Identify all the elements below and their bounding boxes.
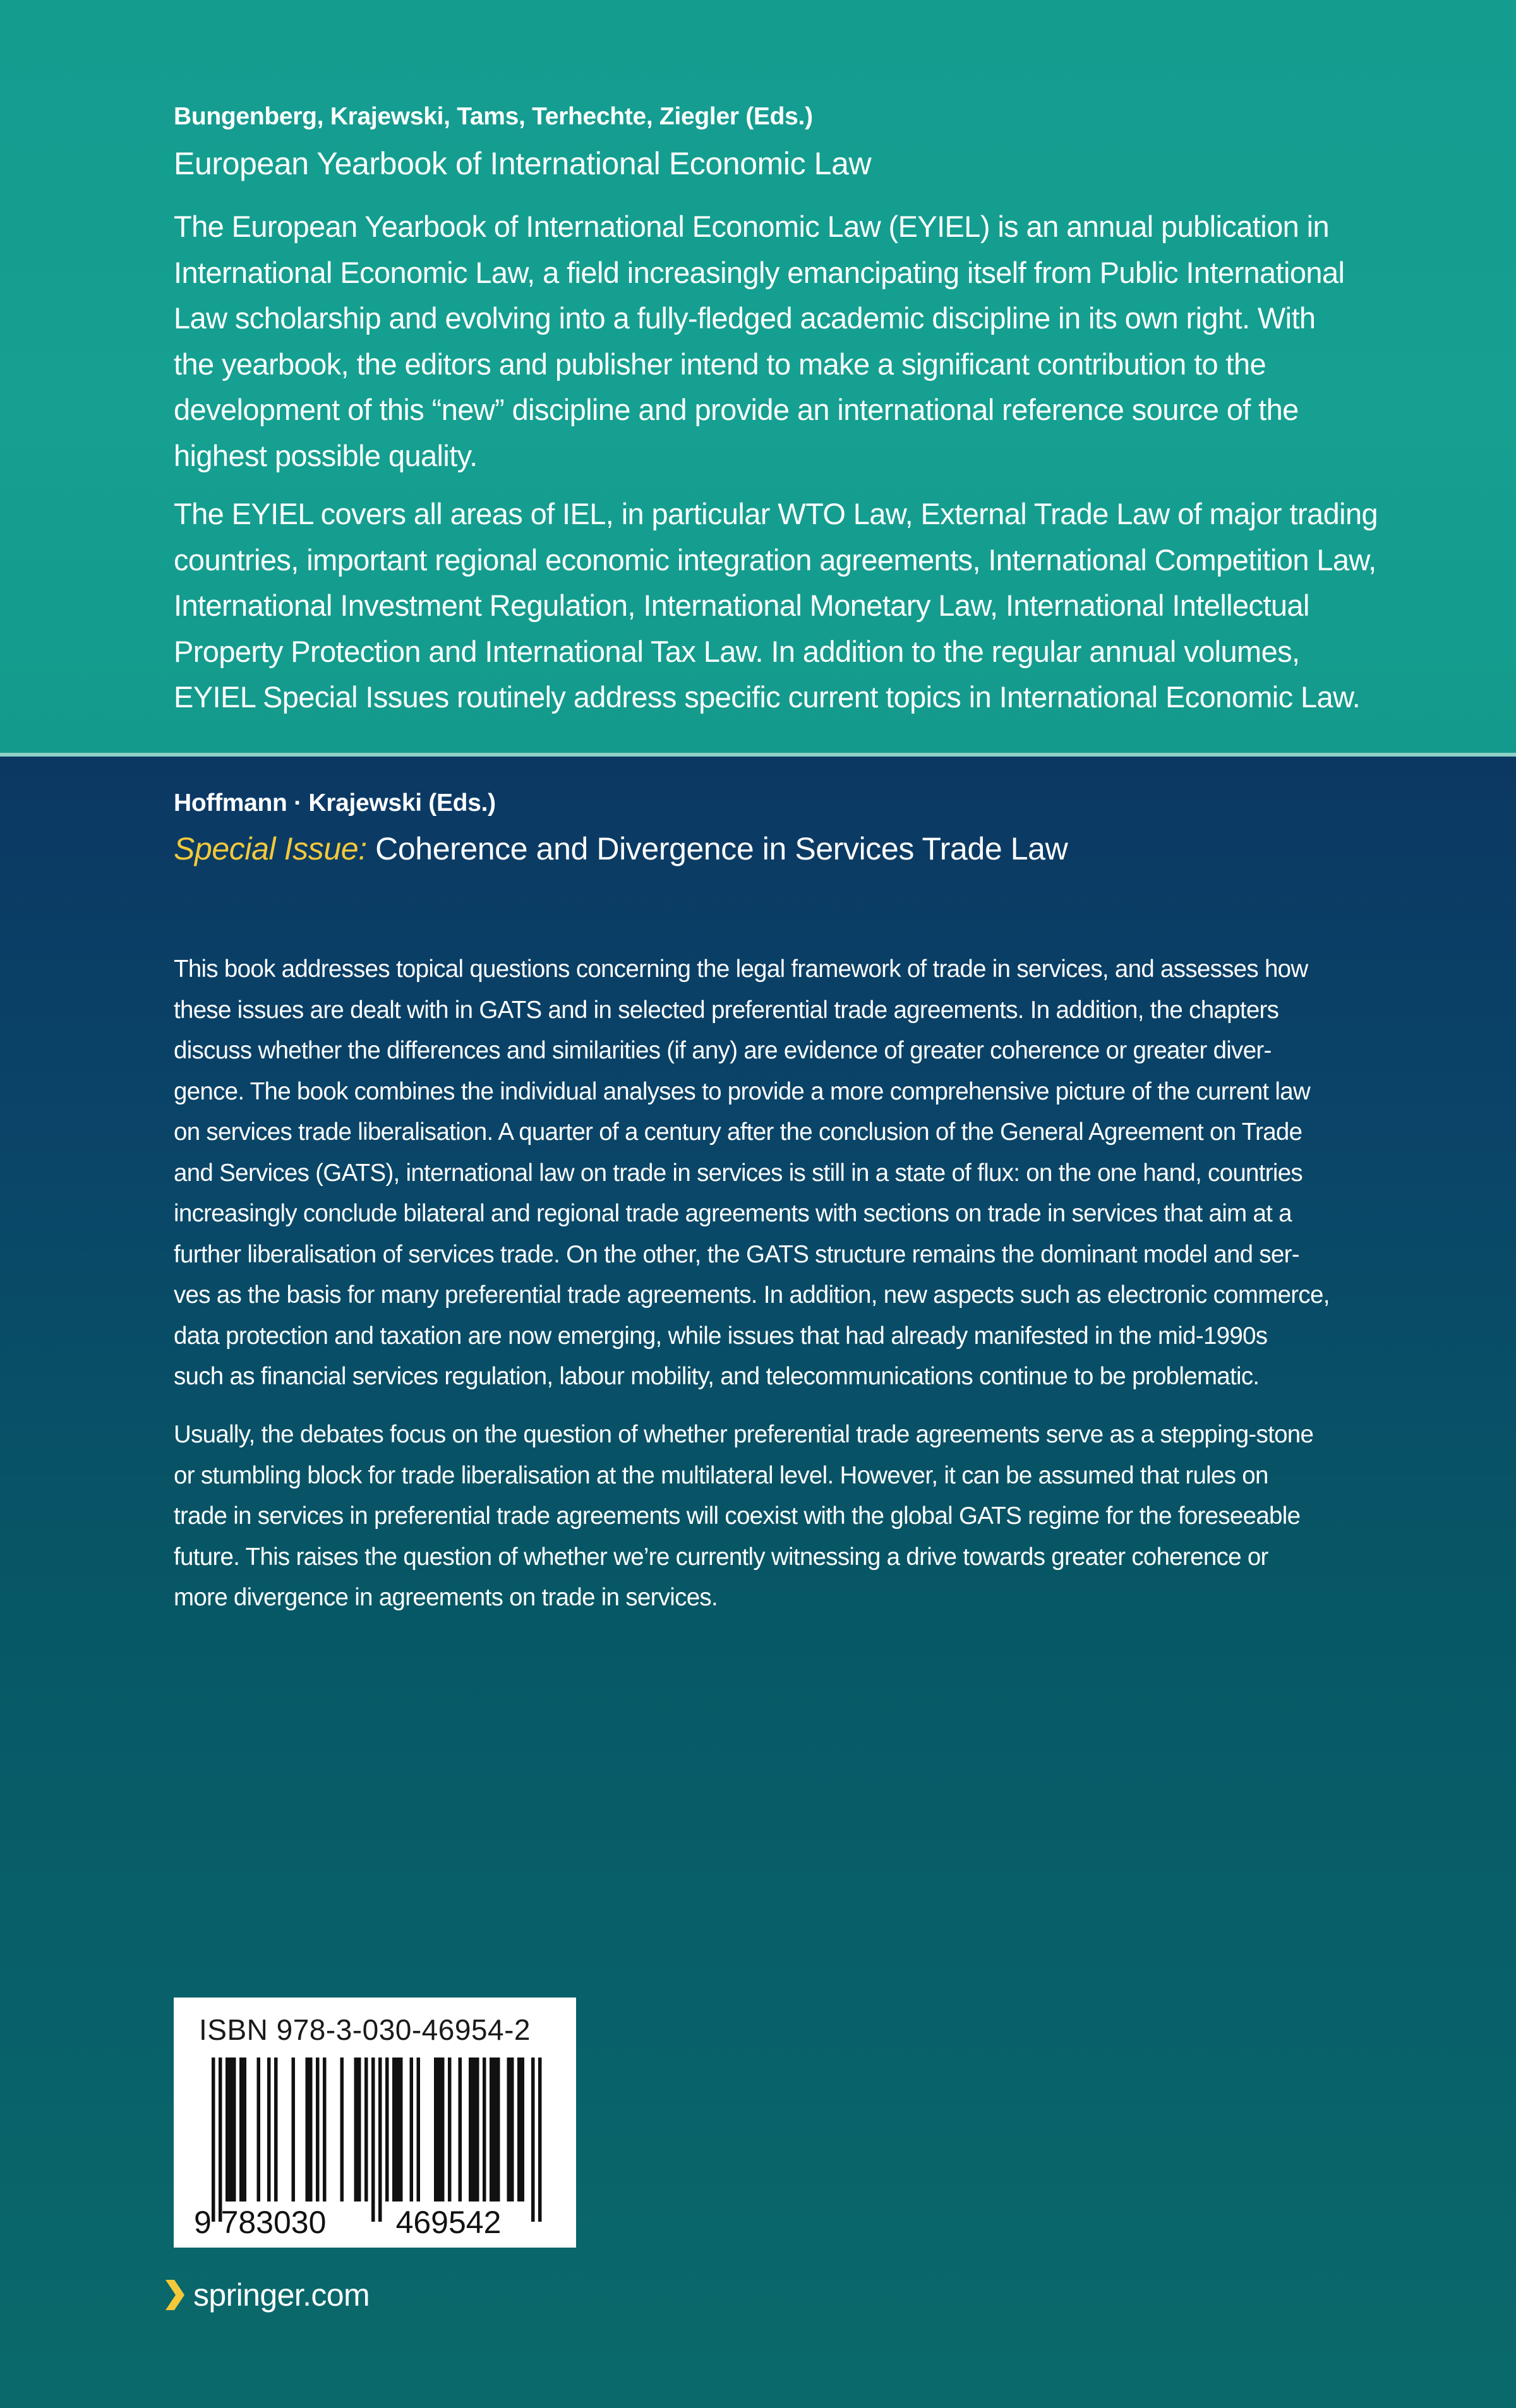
barcode-bar <box>417 2058 421 2201</box>
text-line: Property Protection and International Tax Law. In addition to the regular annual volumes, <box>174 634 1300 668</box>
barcode-bar <box>483 2058 486 2201</box>
barcode-bar <box>472 2058 476 2201</box>
volume-title <box>174 830 1068 867</box>
text-line: and Services (GATS), international law on trade in services is still in a state of flux: on the one hand, countries <box>174 1159 1302 1187</box>
barcode-bar <box>476 2058 479 2201</box>
barcode-bar <box>410 2058 414 2201</box>
series-coverage <box>174 491 1443 721</box>
text-line: gence. The book combines the individual analyses to provide a more comprehensive picture of the current law <box>174 1077 1311 1105</box>
text-line: more divergence in agreements on trade in services. <box>174 1584 718 1611</box>
text-line: discuss whether the differences and similarities (if any) are evidence of greater coherence or greater diver- <box>174 1037 1272 1064</box>
barcode-bar <box>364 2058 368 2201</box>
barcode-bar <box>396 2058 400 2201</box>
barcode-bar <box>538 2058 542 2222</box>
barcode-bar <box>219 2058 222 2222</box>
barcode-bar <box>521 2058 525 2201</box>
barcode-digits-left: 783030 <box>220 2205 327 2240</box>
barcode-bar <box>496 2058 500 2201</box>
barcode-bar <box>229 2058 233 2201</box>
barcode-bar <box>306 2058 310 2201</box>
volume-title-text: Coherence and Divergence in Services Trade Law <box>366 831 1068 866</box>
text-line: data protection and taxation are now emerging, while issues that had already manifested in the mid-1990s <box>174 1322 1268 1350</box>
barcode-bar <box>232 2058 236 2201</box>
barcode-bar <box>239 2058 243 2201</box>
barcode-bar <box>226 2058 229 2201</box>
barcode-bar <box>392 2058 396 2201</box>
barcode-bar <box>510 2058 514 2201</box>
chevron-right-icon <box>165 2280 184 2310</box>
special-issue-label: Special Issue: <box>174 831 367 866</box>
barcode-bar <box>490 2058 493 2201</box>
barcode-bar <box>243 2058 247 2201</box>
text-line: or stumbling block for trade liberalisation at the multilateral level. However, it can be assumed that rules on <box>174 1461 1268 1489</box>
text-line: highest possible quality. <box>174 438 478 472</box>
series-editors: Bungenberg, Krajewski, Tams, Terhechte, Ziegler (Eds.) <box>174 103 813 130</box>
barcode-bar <box>385 2058 389 2201</box>
text-line: development of this “new” discipline and provide an international reference source of the <box>174 393 1299 426</box>
text-line: trade in services in preferential trade agreements will coexist with the global GATS regime for the foreseeable <box>174 1502 1301 1530</box>
series-description <box>174 204 1443 479</box>
series-title: European Yearbook of International Economic Law <box>174 146 872 181</box>
text-line: Usually, the debates focus on the question of whether preferential trade agreements serve as a stepping-stone <box>174 1421 1314 1448</box>
text-line: on services trade liberalisation. A quarter of a century after the conclusion of the General Agreement on Trade <box>174 1118 1302 1146</box>
barcode-bar <box>441 2058 445 2201</box>
barcode-bar <box>459 2058 462 2201</box>
barcode-bar <box>354 2058 358 2201</box>
book-question <box>174 1415 1443 1619</box>
text-line: future. This raises the question of whether we’re currently witnessing a drive towards greater coherence or <box>174 1543 1268 1571</box>
barcode-bar <box>371 2058 375 2222</box>
barcode-bar <box>531 2058 535 2222</box>
barcode-bar <box>448 2058 452 2201</box>
barcode-bar <box>316 2058 320 2201</box>
text-line: Law scholarship and evolving into a fully-fledged academic discipline in its own right. With <box>174 301 1316 335</box>
isbn-label: ISBN 978-3-030-46954-2 <box>199 2013 531 2046</box>
barcode-bar <box>340 2058 344 2201</box>
isbn-barcode-box <box>174 1998 576 2248</box>
barcode-bar <box>493 2058 497 2201</box>
publisher-url[interactable]: springer.com <box>193 2277 370 2313</box>
text-line: ves as the basis for many preferential trade agreements. In addition, new aspects such as electronic commerce, <box>174 1281 1330 1309</box>
barcode <box>186 2058 565 2241</box>
text-line: the yearbook, the editors and publisher intend to make a significant contribution to the <box>174 347 1266 381</box>
text-line: The European Yearbook of International Economic Law (EYIEL) is an annual publication in <box>174 210 1330 243</box>
barcode-bar <box>434 2058 438 2201</box>
barcode-bar <box>378 2058 382 2222</box>
text-line: International Investment Regulation, International Monetary Law, International Intellectual <box>174 589 1309 622</box>
book-description <box>174 949 1443 1398</box>
barcode-bar <box>399 2058 403 2201</box>
barcode-bar <box>438 2058 442 2201</box>
barcode-bar <box>469 2058 472 2201</box>
barcode-digits-right: 469542 <box>395 2205 502 2240</box>
barcode-bar <box>358 2058 361 2201</box>
text-line: countries, important regional economic integration agreements, International Competition Law, <box>174 542 1376 577</box>
barcode-bar <box>323 2058 327 2201</box>
text-line: these issues are dealt with in GATS and in selected preferential trade agreements. In addition, the chapters <box>174 996 1279 1024</box>
text-line: The EYIEL covers all areas of IEL, in particular WTO Law, External Trade Law of major trading <box>174 497 1378 530</box>
barcode-bar <box>212 2058 215 2222</box>
text-line: International Economic Law, a field increasingly emancipating itself from Public International <box>174 255 1345 289</box>
barcode-bar <box>267 2058 271 2201</box>
barcode-bar <box>309 2058 313 2201</box>
text-line: such as financial services regulation, labour mobility, and telecommunications continue to be problematic. <box>174 1363 1260 1390</box>
barcode-bar <box>257 2058 261 2201</box>
barcode-bar <box>517 2058 521 2201</box>
barcode-bar <box>507 2058 511 2201</box>
publisher-link[interactable] <box>165 2277 370 2313</box>
barcode-bar <box>292 2058 296 2201</box>
text-line: increasingly conclude bilateral and regional trade agreements with sections on trade in services that aim at a <box>174 1200 1292 1227</box>
text-line: This book addresses topical questions concerning the legal framework of trade in services, and assesses how <box>174 955 1308 983</box>
barcode-digit-first: 9 <box>194 2205 212 2240</box>
barcode-bar <box>274 2058 278 2201</box>
volume-editors: Hoffmann · Krajewski (Eds.) <box>174 789 496 817</box>
text-line: EYIEL Special Issues routinely address specific current topics in International Economic Law. <box>174 680 1361 714</box>
text-line: further liberalisation of services trade. On the other, the GATS structure remains the dominant model and ser- <box>174 1240 1299 1268</box>
